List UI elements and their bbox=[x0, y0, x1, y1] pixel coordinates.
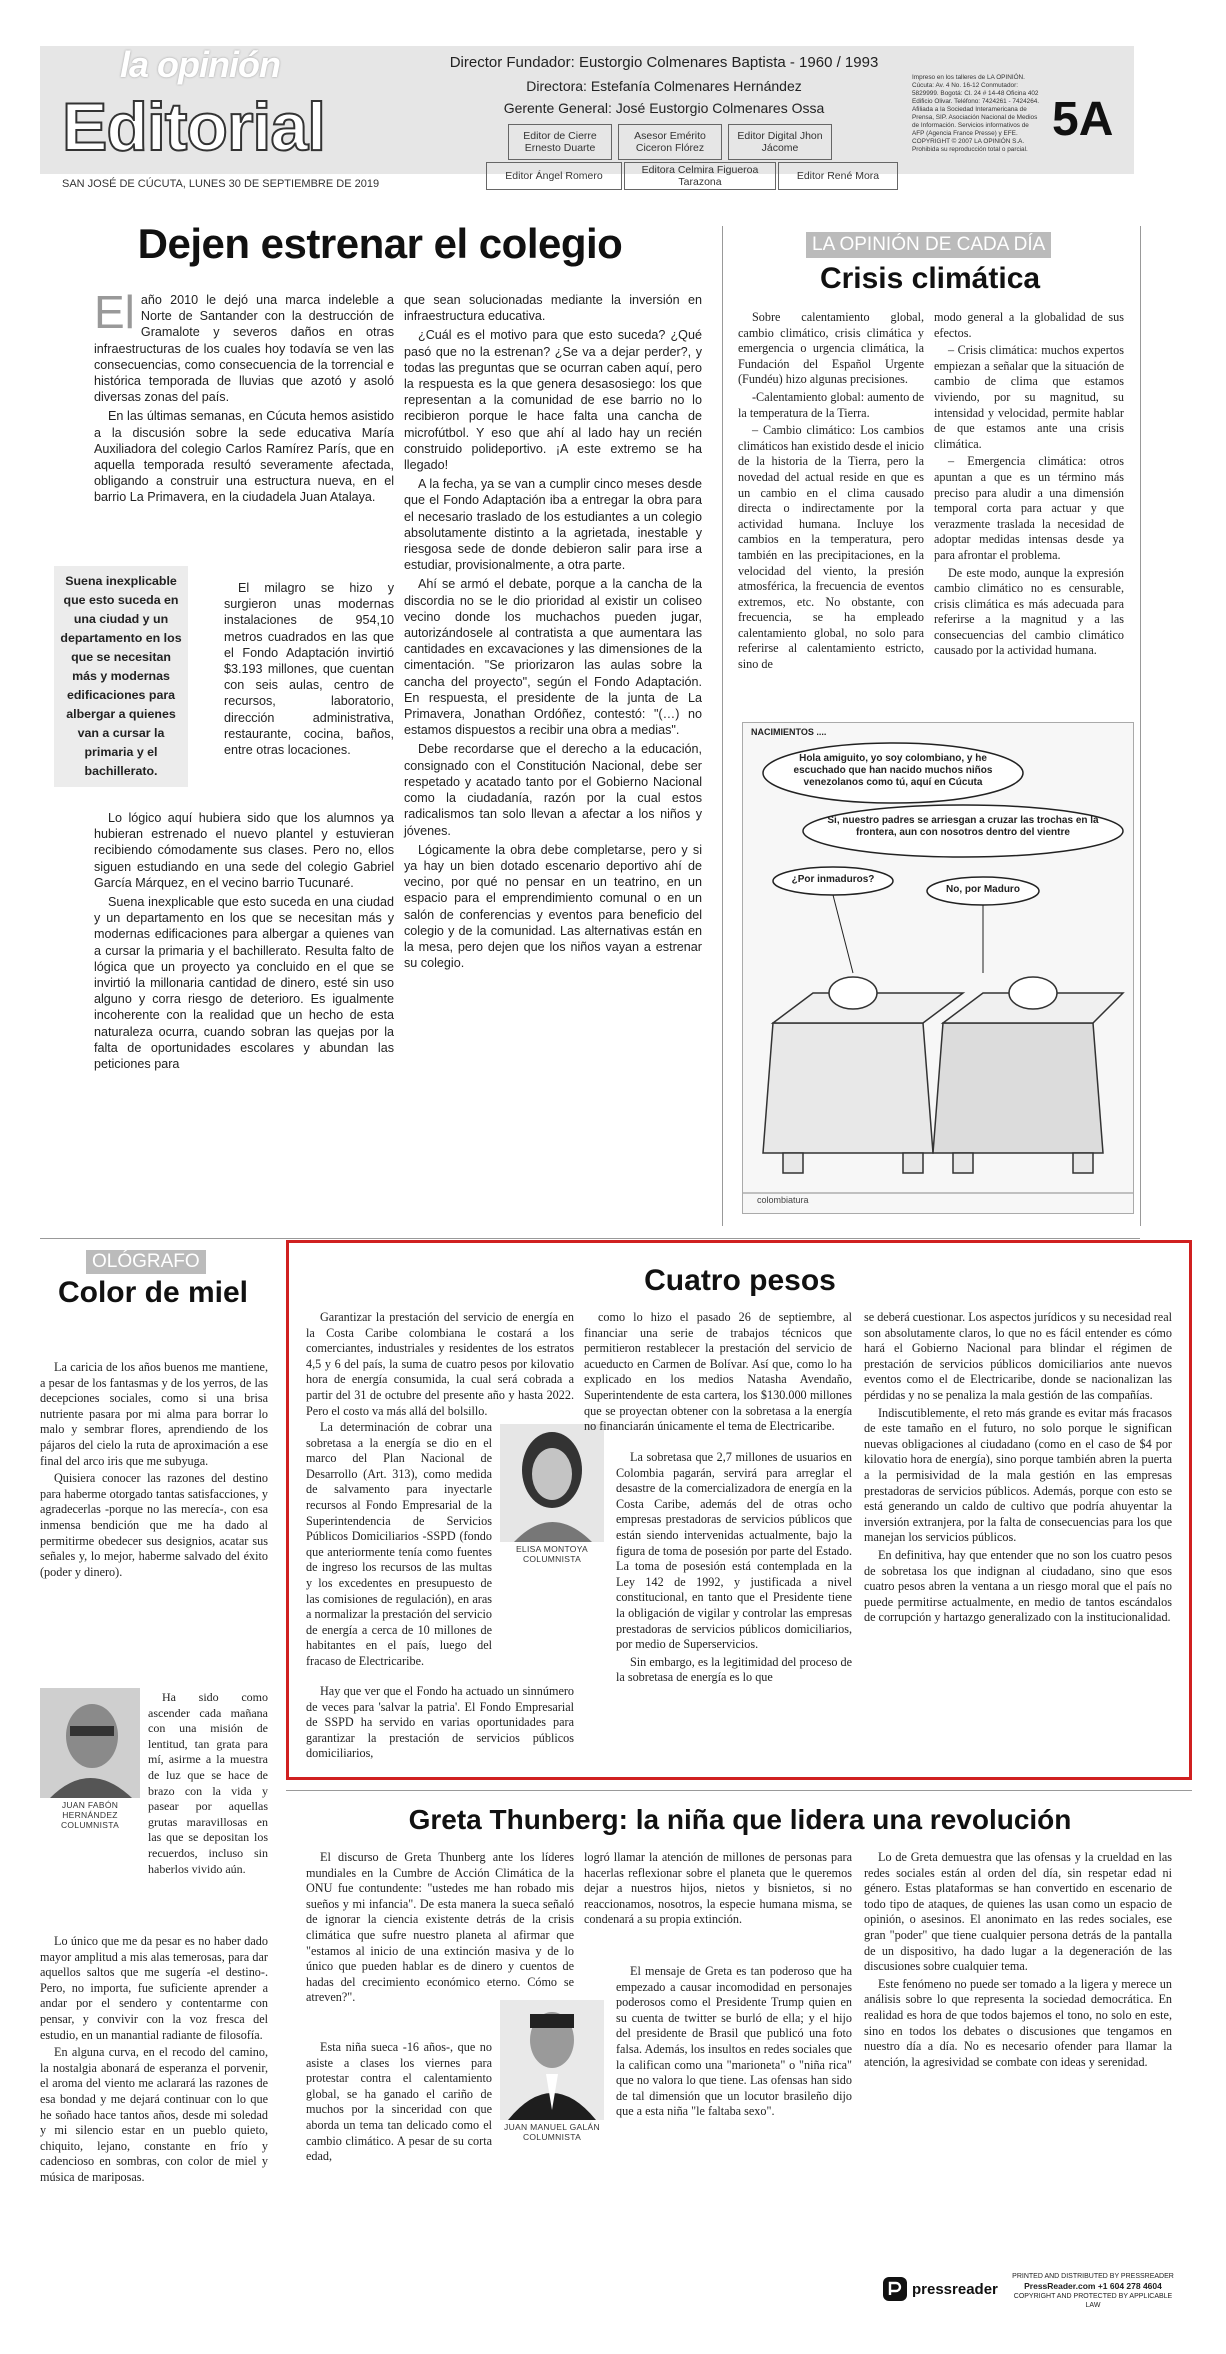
article-title: Greta Thunberg: la niña que lidera una revolución bbox=[408, 1804, 1072, 1835]
greta-column-2-wrap bbox=[616, 1964, 852, 2122]
article-paragraph: En las últimas semanas, en Cúcuta hemos asistido a la discusión sobre la sede educativa María Auxiliadora del colegio Carlos Ramírez París, que en aquella temporada resultó severamente afectada, obligando a construir una estructura nueva, en el barrio La Primavera, en la ciudadela Juan Atalaya. bbox=[94, 409, 394, 505]
founder-line: Director Fundador: Eustorgio Colmenares Baptista - 1960 / 1993 bbox=[449, 54, 879, 71]
article-paragraph: Suena inexplicable que esto suceda en una ciudad y un departamento en los que se necesitan más y modernas edificaciones para albergar a quienes van a cursar la primaria y el bachillerato. Resulta falto de lógica que un proyecto ya concluido en el que se invirtió la millonaria cantidad de dinero, esté sin uso alguno y corra riesgo de deterioro. Es igualmente incoherente con la realidad que un hecho de esta naturaleza ocurra, cuando sobran las quejas por la falta de oportunidades escolares y abundan las peticiones para bbox=[94, 895, 394, 1072]
pressreader-name: pressreader bbox=[912, 2280, 998, 2298]
article-paragraph: Sin embargo, es la legitimidad del proceso de la sobretasa de energía es lo que bbox=[616, 1654, 852, 1685]
article-paragraph: El mensaje de Greta es tan poderoso que ha empezado a causar incomodidad en personajes poderosos como el Presidente Trump quien en su cuenta de twitter se burló de ella; y el hijo del presidente de Brasil que publicó una foto falsa. Además, los insultos en redes sociales que la califican como una "marioneta" o "niña rica" que no valora lo que tiene. Las ofensas han sido de tal dimensión que un locutor brasileño dijo que a esta niña "le faltaba sexo". bbox=[616, 1964, 852, 2119]
article-paragraph: De este modo, aunque la expresión cambio climático no es censurable, crisis climática es más adecuada para referirse a la magnitud y a las consecuencias del cambio climático causado por la actividad humana. bbox=[934, 565, 1124, 658]
cartoon-bubble: Hola amiguito, yo soy colombiano, y he escuchado que han nacido muchos niños venezolanos como tú, aquí en Cúcuta bbox=[793, 753, 993, 788]
editor-box: Editor Digital Jhon Jácome bbox=[728, 124, 832, 160]
article-paragraph: – Crisis climática: muchos expertos empiezan a señalar que la situación de cambio de clima que estamos viviendo, por su magnitud, su intensidad y velocidad, permite hablar de que estamos ante una crisis climática. bbox=[934, 343, 1124, 451]
article-paragraph: Hay que ver que el Fondo ha actuado un sinnúmero de veces para 'salvar la patria'. El Fondo Empresarial de SSPD ha servido en varias oportunidades para garantizar la prestación de servicios públicos domiciliarios, bbox=[306, 1684, 574, 1761]
article-paragraph: ¿Cuál es el motivo para que esto suceda? ¿Qué pasó que no la estrenan? ¿Se va a dejar perder?, y todas las preguntas que se ocurran caben aquí, pero la respuesta es la que genera desasosiego: los que representan a la comunidad de ese barrio no lo recibieron porque le hace falta una cancha de microfútbol. Y eso que ahí al lado hay un recién construido polideportivo. ¡A este extremo se ha llegado! bbox=[404, 328, 702, 473]
section-title: Editorial bbox=[62, 89, 326, 165]
article-paragraph: La sobretasa que 2,7 millones de usuarios en Colombia pagarán, servirá para arreglar el desastre de la comercializadora de energía en la Costa Caribe, además del de otras ocho empresas prestadoras de servicios públicos que están siendo intervenidas actualmente, bajo la figura de toma de posesión por parte del Estado. La toma de posesión está contemplada en la Ley 142 de 1992, y justificada a nivel constitucional, en tanto que el Presidente tiene la obligación de vigilar y controlar las empresas prestadoras de servicios públicos domiciliarios, por medio de Superservicios. bbox=[616, 1450, 852, 1652]
article-paragraph: Ha sido como ascender cada mañana con una misión de lentitud, tan grata para mí, asirme a la muestra de luz que se hace de brazo con la vida y pasear por aquellas grutas maravillosas en las que se depositan los recuerdos, incluso sin haberlos vivido aún. bbox=[148, 1690, 268, 1876]
article-paragraph: En definitiva, hay que entender que no son los cuatro pesos de sobretasa los que indignan al ciudadano, sino que esos cuatro pesos abren la ventana a un riesgo moral que el país no puede permitirse actualmente, en medio de tantos escándalos de corrupción y hartazgo generalizado con la institucionalidad. bbox=[864, 1547, 1172, 1625]
columnist-caption: JUAN FABÓN HERNÁNDEZ COLUMNISTA bbox=[60, 1800, 120, 1830]
article-paragraph: Esta niña sueca -16 años-, que no asiste a clases los viernes para protestar contra el calentamiento global, se ha ganado el cariño de muchos por la sinceridad con que aborda un tema tan delicado como el cambio climático. A pesar de su corta edad, bbox=[306, 2040, 492, 2164]
article-paragraph: modo general a la globalidad de sus efectos. bbox=[934, 310, 1124, 340]
director-line: Directora: Estefanía Colmenares Hernández bbox=[526, 78, 802, 94]
dateline: SAN JOSÉ DE CÚCUTA, LUNES 30 DE SEPTIEMBRE DE 2019 bbox=[62, 178, 380, 190]
olografo-column-top bbox=[40, 1360, 268, 1582]
article-paragraph: Lo lógico aquí hubiera sido que los alumnos ya hubieran estrenado el nuevo plantel y estuvieran recibiendo cómodamente sus clases. Pero no, ellos siguen estudiando en una sede del colegio Gabriel García Márquez, en el vecino barrio Tucunaré. bbox=[94, 811, 394, 890]
article-paragraph: Lógicamente la obra debe completarse, pero y si ya hay un bien dotado escenario deportivo ahí de vecino, por qué no pensar en un teatrino, en un espacio para el emprendimiento comunal o en un salón de conferencias y eventos para beneficio del colegio y de la comunidad. Las alternativas están en la mesa, pero dejen que los niños vayan a estrenar su colegio. bbox=[404, 842, 702, 971]
olografo-title: Color de miel bbox=[57, 1276, 249, 1309]
olografo-column-bottom bbox=[40, 1934, 268, 2188]
article-paragraph: -Calentamiento global: aumento de la temperatura de la Tierra. bbox=[738, 389, 924, 420]
brand-name: la opinión bbox=[120, 44, 280, 85]
daily-title: Crisis climática bbox=[819, 262, 1041, 295]
greta-column-3 bbox=[864, 1850, 1172, 2072]
columnist-photo bbox=[40, 1688, 140, 1798]
article-paragraph: Lo único que me da pesar es no haber dado mayor amplitud a mis alas temerosas, para dar aquellos saltos que me sugería -el destino-. Pero, no importa, fue suficiente aprender a andar por el sendero y contentarme con pensar, y convivir con la voz fresca del estudio, en un manantial radiante de filosofía. bbox=[40, 1934, 268, 2042]
article-paragraph: logró llamar la atención de millones de personas para hacerlas reflexionar sobre el planeta que le queremos dejar a nuestros hijos, nietos y bisnietos, si no reaccionamos, nosotros, la especie humana misma, se condenará a su propia extinción. bbox=[584, 1850, 852, 1927]
article-paragraph: El discurso de Greta Thunberg ante los líderes mundiales en la Cumbre de Acción Climática de la ONU fue contundente: "ustedes me han robado mis sueños y mi infancia". De esta manera la sueca señaló de ignorar la ciencia existente detrás de la crisis climática que sufre nuestro planeta al afirmar que "estamos al inicio de una extinción masiva y de lo único que pueden hablar es de dinero y cuentos de hadas del crecimiento económico eterno. Cómo se atreven?". bbox=[306, 1850, 574, 2005]
editor-box: Editor de Cierre Ernesto Duarte bbox=[508, 124, 612, 160]
article-paragraph: Debe recordarse que el derecho a la educación, consignado con el Constitución Nacional, debe ser respetado y acatado tanto por el Gobierno Nacional como la ciudadanía, razón por la cual estos radicalismos tan solo llevan a afectar a los niños y jóvenes. bbox=[404, 742, 702, 838]
article-paragraph: como lo hizo el pasado 26 de septiembre, al financiar una serie de trabajos técnicos que permitieron restablecer la prestación del servicio de acueducto en Carmen de Bolívar. Así que, como lo ha explicado en los medios Natasha Avendaño, Superintendente de esta cartera, los $130.000 millones que se proyectan obtener con la sobretasa a la energía no financiarán únicamente el tema de Electricaribe. bbox=[584, 1310, 852, 1434]
greta-column-2 bbox=[584, 1850, 852, 1930]
olografo-kicker: OLÓGRAFO bbox=[86, 1250, 206, 1274]
columnist-photo bbox=[500, 2000, 604, 2120]
columnist-caption: JUAN MANUEL GALÁN COLUMNISTA bbox=[504, 2122, 600, 2142]
article-paragraph: La caricia de los años buenos me mantiene, a pesar de los fantasmas y de los yerros, de las decepciones sociales, como si una brisa nutriente pasara por mi alma para borrar lo malo y sembrar flores, aprendiendo de los pájaros del cielo la ruta de aproximación a ese final del arco iris que me subyuga. bbox=[40, 1360, 268, 1468]
editor-box: Asesor Emérito Ciceron Flórez bbox=[618, 124, 722, 160]
columnist-caption: ELISA MONTOYA COLUMNISTA bbox=[515, 1544, 589, 1564]
editorial-title: Dejen estrenar el colegio bbox=[137, 220, 623, 267]
article-paragraph: – Emergencia climática: otros apuntan a que es un término más preciso para aludir a una dimensión temporal corta para actuar y que verazmente traslada la necesidad de adoptar medidas intensas desde ya para afrontar el problema. bbox=[934, 454, 1124, 562]
manager-line: Gerente General: José Eustorgio Colmenares Ossa bbox=[503, 100, 825, 116]
distribution-line: PressReader.com +1 604 278 4604 bbox=[1024, 2281, 1162, 2291]
article-paragraph: Lo de Greta demuestra que las ofensas y la crueldad en las redes sociales están al orden del día, sin respetar edad ni género. Estas plataformas se han convertido en escenario de todo tipo de ataques, de quienes las usan como un espacio de opinión, o asesinos. El anonimato en las redes sociales, ese gran "poder" que tiene cualquier persona detrás de la pantalla de un dispositivo, ha dado lugar a la degeneración de las discusiones sobre cualquier tema. bbox=[864, 1850, 1172, 1974]
greta-column-1-wrap bbox=[306, 2040, 492, 2167]
daily-column-2 bbox=[934, 310, 1124, 661]
editorial-column-1 bbox=[94, 286, 394, 509]
daily-column-1 bbox=[738, 310, 924, 675]
pressreader-logo bbox=[882, 2272, 1000, 2306]
article-paragraph: En alguna curva, en el recodo del camino, la nostalgia abonará de esperanza el porvenir, el aroma del viento me aclarará las razones de esa bondad y me dejará continuar con lo que he soñado hace tantos años, desde mi soledad y mi silencio estar en un pueblo quieto, chiquito, lejano, constante en frío y cadencioso en sombras, con color de miel y música de mariposas. bbox=[40, 2045, 268, 2184]
page-number: 5A bbox=[1052, 93, 1114, 146]
publisher-info: Impreso en los talleres de LA OPINIÓN. Cúcuta: Av. 4 No. 16-12 Conmutador: 5829999. Bogotá: Cl. 24 # 14-48 Oficina 402 Edificio Olivar. Teléfono: 7424261 - 7424264. Afiliada a la Sociedad Interamericana de Prensa, SIP. Asociación Nacional de Medios de Información. Servicios informativos de AFP (Agencia France Presse) y EFE. COPYRIGHT © 2007 LA OPINIÓN S.A. Prohibida su reproducción total o parcial. bbox=[912, 74, 1040, 153]
distribution-info bbox=[1008, 2272, 1178, 2310]
cartoon-credit: colombiatura bbox=[757, 1195, 809, 1205]
pullquote: Suena inexplicable que esto suceda en una ciudad y un departamento en los que se necesitan más y modernas edificaciones para albergar a quienes van a cursar la primaria y el bachillerato. bbox=[54, 566, 188, 787]
article-paragraph: A la fecha, ya se van a cumplir cinco meses desde que el Fondo Adaptación iba a entregar la obra para el necesario traslado de los estudiantes a un colegio absolutamente distinto a la agrietada, inestable y riesgosa sede de donde debieron salir para irse a estudiar, provisionalmente, a otra parte. bbox=[404, 477, 702, 573]
columnist-photo bbox=[500, 1424, 604, 1542]
editorial-column-2 bbox=[404, 292, 702, 974]
article-paragraph: Garantizar la prestación del servicio de energía en la Costa Caribe colombiana le costará a los comerciantes, industriales y residentes de los estratos 4,5 y 6 del país, la suma de cuatro pesos por kilovatio hora de energía consumida, la cual será cobrada a partir del 31 de octubre del presente año y hasta 2022. Pero el costo va más allá del bolsillo. bbox=[306, 1310, 574, 1418]
cuatro-column-1-bottom bbox=[306, 1684, 574, 1764]
article-paragraph: Quisiera conocer las razones del destino para haberme otorgado tantas satisfacciones, y agradecerlas -porque no las merecía-, con esa inmensa bendición que me ha dado al permitirme obedecer sus designios, acatar sus señales y, lo mejor, haberme salvado del éxito (poder y dinero). bbox=[40, 1471, 268, 1579]
drop-cap: El bbox=[94, 286, 135, 338]
cuatro-column-3 bbox=[864, 1310, 1172, 1628]
article-paragraph: El milagro se hizo y surgieron unas modernas instalaciones de 954,10 metros cuadrados en las que el Fondo Adaptación invirtió $3.193 millones, que cuentan con seis aulas, centro de recursos, laboratorio, dirección administrativa, restaurante, cocina, baños, entre otras locaciones. bbox=[224, 581, 394, 758]
article-paragraph: – Cambio climático: Los cambios climáticos han existido desde el inicio de la historia de la Tierra, pero la novedad del actual reside en que es un cambio en el clima causado directa o indirectamente por la actividad humana. Incluye los cambios en la temperatura, pero también en las precipitaciones, en la velocidad del viento, la presión atmosférica, la frecuencia de eventos extremos, etc. No obstante, con frecuencia, se ha empleado calentamiento global, no solo para referirse al calentamiento estricto, sino de bbox=[738, 423, 924, 672]
cuatro-column-2 bbox=[584, 1310, 852, 1437]
daily-kicker: LA OPINIÓN DE CADA DÍA bbox=[806, 232, 1051, 258]
editor-box: Editor René Mora bbox=[778, 162, 898, 190]
article-paragraph: El año 2010 le dejó una marca indeleble a Norte de Santander con la destrucción de Gramalote y severos daños en otras infraestructuras de los cuales hoy todavía se ven las consecuencias, como consecuencia de la torrencial e histórica temporada de lluvias que azotó y asoló diversas zonas del país. bbox=[94, 286, 394, 405]
cartoon-title: NACIMIENTOS .... bbox=[751, 727, 827, 737]
article-paragraph: que sean solucionadas mediante la inversión en infraestructura educativa. bbox=[404, 293, 702, 324]
cuatro-column-2-wrap bbox=[616, 1450, 852, 1688]
cartoon bbox=[742, 722, 1134, 1214]
cuatro-column-1-wrap bbox=[306, 1420, 492, 1672]
olografo-column-wrap bbox=[148, 1690, 268, 1879]
article-paragraph: Ahí se armó el debate, porque a la cancha de la discordia no se le dio prioridad al existir un coliseo vecino donde los muchachos pueden jugar, autorizándosele al contratista a que aumentara las cantidades en excavaciones y las dimensiones de la cimentación. "Se priorizaron las aulas sobre la cancha del proyecto", según el Fondo Adaptación. En respuesta, el presidente de la junta de La Primavera, Jonathan Ordóñez, contestó: "(…) no estamos dispuestos a recibir una obra a medias". bbox=[404, 577, 702, 738]
article-paragraph: Sobre calentamiento global, cambio climático, crisis climática y emergencia o urgencia climática, la Fundación del Español Urgente (Fundéu) hizo algunas precisiones. bbox=[738, 310, 924, 387]
pressreader-icon bbox=[882, 2276, 908, 2302]
cuatro-column-1 bbox=[306, 1310, 574, 1421]
article-title: Cuatro pesos bbox=[644, 1264, 836, 1297]
distribution-line: COPYRIGHT AND PROTECTED BY APPLICABLE LAW bbox=[1013, 2293, 1173, 2309]
article-paragraph: se deberá cuestionar. Los aspectos jurídicos y su necesidad real son absolutamente claros, lo que no es fácil entender es cómo hará el Gobierno Nacional para blindar el régimen de prestación de servicios públicos domiciliarios ante nuevos eventos como el de Electricaribe, donde se nacionalizan las pérdidas y no se penaliza la mala gestión de las compañías. bbox=[864, 1310, 1172, 1402]
greta-column-1 bbox=[306, 1850, 574, 2008]
article-paragraph: La determinación de cobrar una sobretasa a la energía se dio en el marco del Plan Nacional de Desarrollo (Art. 313), como medida de salvamento para inyectarle recursos al Fondo Empresarial de la Superintendencia de Servicios Públicos Domiciliarios -SSPD (fondo que anteriormente tenía como fuentes de ingreso los recursos de las multas y los excedentes en presupuesto de las comisiones de regulación), en aras a normalizar la prestación del servicio de energía a cerca de 10 millones de habitantes en el país, luego del fracaso de Electricaribe. bbox=[306, 1420, 492, 1668]
article-paragraph: Indiscutiblemente, el reto más grande es evitar más fracasos de este tamaño en el futuro, no solo porque le significan nuevas obligaciones al ciudadano (como en el caso de $4 por kilovatio hora de energía), sino porque también abren la puerta a la permisividad de la mala gestión en las empresas prestadoras de servicios públicos. Además, porque con esto se está generando un caldo de cultivo que podría ahuyentar la inversión extranjera, por la falta de consecuencias para los que manejan los servicios públicos. bbox=[864, 1405, 1172, 1545]
editor-box: Editor Ángel Romero bbox=[486, 162, 622, 190]
editor-box: Editora Celmira Figueroa Tarazona bbox=[624, 162, 776, 190]
cartoon-drawing bbox=[743, 723, 1133, 1213]
cartoon-bubble: No, por Maduro bbox=[946, 884, 1020, 895]
cartoon-bubble: ¿Por inmaduros? bbox=[791, 874, 875, 885]
article-paragraph: Este fenómeno no puede ser tomado a la ligera y merece un análisis sobre lo que representa la sociedad democrática. En realidad es hora de que todos bajemos el tono, no solo en este, sino en todos los debates o discusiones que tengamos en nuestro día a día. No es necesario ofender para llamar la atención, la agresividad se combate con ideas y serenidad. bbox=[864, 1976, 1172, 2069]
editorial-column-1-bottom bbox=[94, 810, 394, 1075]
distribution-line: PRINTED AND DISTRIBUTED BY PRESSREADER bbox=[1012, 2273, 1174, 2280]
cartoon-bubble: Si, nuestro padres se arriesgan a cruzar las trochas en la frontera, aun con nosotros dentro del vientre bbox=[827, 815, 1099, 838]
